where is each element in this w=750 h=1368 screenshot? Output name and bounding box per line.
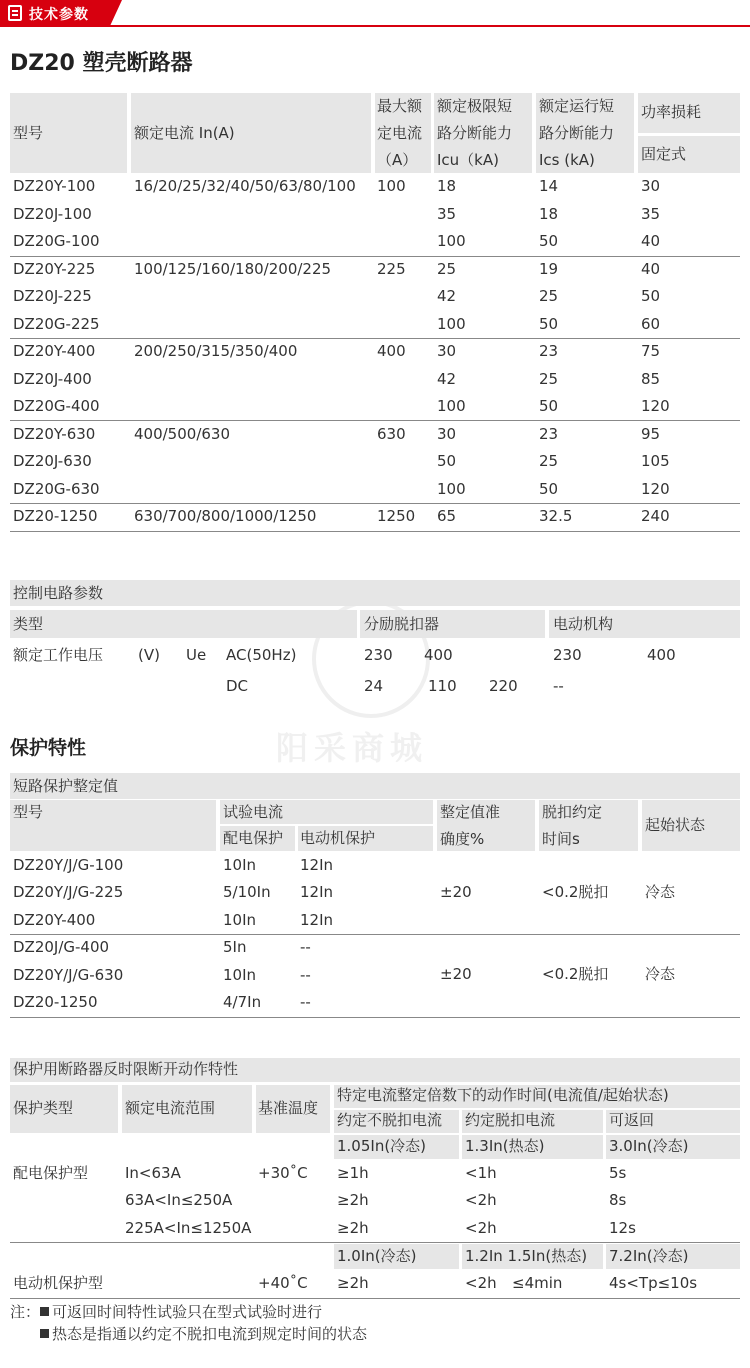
table-cell: 75 bbox=[641, 342, 661, 360]
table-cell: 630 bbox=[377, 424, 406, 443]
header-cell bbox=[10, 610, 357, 638]
cell: 4s<Tp≤10s bbox=[609, 1274, 698, 1292]
table-cell: 30 bbox=[437, 342, 457, 360]
cond-cell: 7.2In(冷态) bbox=[609, 1247, 689, 1265]
table-cell: 630/700/800/1000/1250 bbox=[134, 507, 317, 525]
table-cell: 25 bbox=[539, 452, 559, 470]
table-cell: 5In bbox=[223, 938, 247, 957]
tag-underline bbox=[0, 25, 750, 27]
col-state: 起始状态 bbox=[645, 816, 706, 834]
table-cell: 100 bbox=[437, 397, 466, 415]
table-cell: 42 bbox=[437, 369, 457, 388]
row-divider bbox=[10, 256, 740, 257]
table-cell: 4/7In bbox=[223, 993, 262, 1011]
voltage-label: 额定工作电压 bbox=[13, 646, 104, 664]
table-cell: 1250 bbox=[377, 507, 416, 525]
col-notrip: 约定不脱扣电流 bbox=[337, 1111, 443, 1129]
col-range: 额定电流范围 bbox=[125, 1099, 216, 1117]
col-accuracy: 整定值准 bbox=[440, 803, 501, 821]
table-cell: 120 bbox=[641, 397, 670, 415]
section-title: 保护特性 bbox=[10, 737, 87, 759]
col-ics: Ics (kA) bbox=[539, 151, 595, 169]
col-icu: Icu（kA) bbox=[437, 151, 499, 169]
table-cell: 14 bbox=[539, 177, 559, 195]
col-ptype: 保护类型 bbox=[13, 1099, 74, 1117]
table-cell: 100/125/160/180/200/225 bbox=[134, 259, 332, 278]
col-return: 可返回 bbox=[609, 1111, 655, 1129]
cell: ≥2h bbox=[337, 1274, 369, 1292]
table-cell: 60 bbox=[641, 314, 661, 333]
col-max: （A） bbox=[377, 151, 418, 169]
cell: -- bbox=[553, 677, 564, 695]
cell: 24 bbox=[364, 677, 384, 695]
table-cell: 100 bbox=[437, 314, 466, 333]
col-trip: 约定脱扣电流 bbox=[465, 1111, 556, 1129]
table-cell: 50 bbox=[539, 314, 559, 333]
note-text: 热态是指通以约定不脱扣电流到规定时间的状态 bbox=[52, 1325, 368, 1343]
table-title: 短路保护整定值 bbox=[13, 777, 119, 795]
note-line bbox=[40, 1322, 367, 1346]
table-cell: 40 bbox=[641, 232, 661, 250]
table-cell: 12In bbox=[300, 910, 334, 929]
table-cell: 12In bbox=[300, 856, 334, 874]
motor-temp: +40˚C bbox=[258, 1274, 308, 1292]
cond-cell: 1.3In(热态) bbox=[465, 1137, 545, 1155]
col-test: 试验电流 bbox=[223, 803, 284, 821]
table-cell: 40 bbox=[641, 259, 661, 278]
col-trip: 时间s bbox=[542, 830, 580, 848]
model-cell: DZ20Y/J/G-225 bbox=[13, 883, 124, 902]
col-dist: 配电保护 bbox=[223, 829, 284, 847]
cond-cell: 1.05In(冷态) bbox=[337, 1137, 427, 1155]
col-current: 额定电流 In(A) bbox=[134, 124, 235, 142]
table-cell: 225 bbox=[377, 259, 406, 278]
voltage-unit: (V) bbox=[138, 646, 160, 664]
section-tag-label: 技术参数 bbox=[29, 7, 89, 23]
table-cell: 85 bbox=[641, 369, 661, 388]
table-cell: 8s bbox=[609, 1191, 627, 1210]
table-cell: <2h bbox=[465, 1218, 497, 1237]
note-line bbox=[10, 1300, 322, 1324]
col-ics: 路分断能力 bbox=[539, 124, 615, 142]
table-cell: 5s bbox=[609, 1164, 627, 1182]
table-cell: <2h bbox=[465, 1191, 497, 1210]
accuracy-value: ±20 bbox=[440, 883, 472, 901]
model-cell: DZ20G-100 bbox=[13, 232, 100, 250]
model-cell: DZ20-1250 bbox=[13, 507, 98, 525]
col-ics: 额定运行短 bbox=[539, 97, 615, 115]
table-cell: 10In bbox=[223, 965, 257, 984]
col-loss: 功率损耗 bbox=[641, 103, 702, 121]
motor-type: 电动机保护型 bbox=[13, 1274, 104, 1292]
model-cell: DZ20Y-225 bbox=[13, 259, 96, 278]
table-cell: 400/500/630 bbox=[134, 424, 230, 443]
table-cell: 225A<In≤1250A bbox=[125, 1218, 252, 1237]
model-cell: DZ20J-100 bbox=[13, 204, 92, 223]
cell: 220 bbox=[489, 677, 518, 695]
cell: 400 bbox=[424, 646, 453, 664]
row-divider bbox=[10, 503, 740, 504]
table-cell: 35 bbox=[641, 204, 661, 223]
model-cell: DZ20J-630 bbox=[13, 452, 92, 470]
col-action: 特定电流整定倍数下的动作时间(电流值/起始状态) bbox=[337, 1086, 669, 1104]
table-cell: 5/10In bbox=[223, 883, 271, 902]
row-divider bbox=[10, 1017, 740, 1018]
table-cell: 200/250/315/350/400 bbox=[134, 342, 298, 360]
cell: ≤4min bbox=[512, 1274, 563, 1292]
col-model: 型号 bbox=[13, 803, 44, 821]
model-cell: DZ20J-400 bbox=[13, 369, 92, 388]
table-cell: 100 bbox=[377, 177, 406, 195]
model-cell: DZ20G-630 bbox=[13, 479, 100, 498]
table-cell: 18 bbox=[437, 177, 457, 195]
table-cell: -- bbox=[300, 965, 311, 984]
table-cell: 23 bbox=[539, 342, 559, 360]
state-value: 冷态 bbox=[645, 883, 676, 901]
cell: 110 bbox=[428, 677, 457, 695]
row-divider bbox=[10, 338, 740, 339]
accuracy-value: ±20 bbox=[440, 965, 472, 983]
model-cell: DZ20G-400 bbox=[13, 397, 100, 415]
table-cell: 120 bbox=[641, 479, 670, 498]
row-divider bbox=[10, 934, 740, 935]
table-cell: ≥2h bbox=[337, 1191, 369, 1210]
col-shunt: 分励脱扣器 bbox=[364, 615, 440, 633]
table-cell: 30 bbox=[437, 424, 457, 443]
table-cell: 50 bbox=[539, 479, 559, 498]
col-accuracy: 确度% bbox=[440, 830, 485, 848]
table-cell: 50 bbox=[437, 452, 457, 470]
table-cell: 100 bbox=[437, 232, 466, 250]
col-model: 型号 bbox=[13, 124, 44, 142]
table-cell: 23 bbox=[539, 424, 559, 443]
table-cell: 12In bbox=[300, 883, 334, 902]
table-cell: 25 bbox=[539, 369, 559, 388]
table-cell: 25 bbox=[437, 259, 457, 278]
table-cell: 100 bbox=[437, 479, 466, 498]
model-cell: DZ20Y/J/G-100 bbox=[13, 856, 124, 874]
watermark-text: 阳采商城 bbox=[276, 729, 429, 767]
table-cell: 19 bbox=[539, 259, 559, 278]
col-type: 类型 bbox=[13, 615, 44, 633]
table-cell: 18 bbox=[539, 204, 559, 223]
page-title: DZ20 塑壳断路器 bbox=[10, 51, 193, 76]
trip-value: <0.2脱扣 bbox=[542, 965, 609, 983]
table-cell: -- bbox=[300, 938, 311, 957]
cell: <2h bbox=[465, 1274, 497, 1292]
dist-type: 配电保护型 bbox=[13, 1164, 89, 1182]
cond-cell: 3.0In(冷态) bbox=[609, 1137, 689, 1155]
cond-cell: 1.2In 1.5In(热态) bbox=[465, 1247, 588, 1265]
table-cell: In<63A bbox=[125, 1164, 181, 1182]
table-cell: ≥1h bbox=[337, 1164, 369, 1182]
table-cell: 400 bbox=[377, 342, 406, 360]
col-max: 最大额 bbox=[377, 97, 423, 115]
table-title: 控制电路参数 bbox=[13, 584, 104, 602]
table-cell: -- bbox=[300, 993, 311, 1011]
note-text: 可返回时间特性试验只在型式试验时进行 bbox=[52, 1303, 323, 1321]
table-cell: 12s bbox=[609, 1218, 636, 1237]
table-cell: 25 bbox=[539, 287, 559, 305]
model-cell: DZ20Y-100 bbox=[13, 177, 96, 195]
table-cell: ≥2h bbox=[337, 1218, 369, 1237]
table-cell: 10In bbox=[223, 910, 257, 929]
table-cell: 42 bbox=[437, 287, 457, 305]
header-cell bbox=[10, 580, 740, 606]
dist-temp: +30˚C bbox=[258, 1164, 308, 1182]
table-cell: 50 bbox=[539, 397, 559, 415]
table-cell: 50 bbox=[641, 287, 661, 305]
col-trip: 脱扣约定 bbox=[542, 803, 603, 821]
voltage-ac: AC(50Hz) bbox=[226, 646, 297, 664]
section-tag bbox=[0, 0, 110, 26]
table-cell: 65 bbox=[437, 507, 457, 525]
table-cell: 32.5 bbox=[539, 507, 573, 525]
model-cell: DZ20Y-400 bbox=[13, 342, 96, 360]
row-divider bbox=[10, 1298, 740, 1299]
col-fixed: 固定式 bbox=[641, 145, 687, 163]
table-cell: 30 bbox=[641, 177, 661, 195]
model-cell: DZ20Y/J/G-630 bbox=[13, 965, 124, 984]
voltage-dc: DC bbox=[226, 677, 249, 695]
cond-cell: 1.0In(冷态) bbox=[337, 1247, 417, 1265]
trip-value: <0.2脱扣 bbox=[542, 883, 609, 901]
table-cell: 63A<In≤250A bbox=[125, 1191, 233, 1210]
col-motor: 电动机构 bbox=[553, 615, 614, 633]
col-temp: 基准温度 bbox=[258, 1099, 319, 1117]
cell: 230 bbox=[364, 646, 393, 664]
table-cell: 240 bbox=[641, 507, 670, 525]
table-cell: 35 bbox=[437, 204, 457, 223]
table-cell: 105 bbox=[641, 452, 670, 470]
model-cell: DZ20G-225 bbox=[13, 314, 100, 333]
row-divider bbox=[10, 531, 740, 532]
model-cell: DZ20J-225 bbox=[13, 287, 92, 305]
table-cell: <1h bbox=[465, 1164, 497, 1182]
table-title: 保护用断路器反时限断开动作特性 bbox=[13, 1060, 239, 1078]
document-icon bbox=[8, 5, 22, 21]
row-divider bbox=[10, 420, 740, 421]
note-prefix: 注： bbox=[10, 1303, 41, 1321]
model-cell: DZ20Y-400 bbox=[13, 910, 96, 929]
model-cell: DZ20Y-630 bbox=[13, 424, 96, 443]
col-motor: 电动机保护 bbox=[300, 829, 376, 847]
state-value: 冷态 bbox=[645, 965, 676, 983]
table-cell: 95 bbox=[641, 424, 661, 443]
voltage-ue: Ue bbox=[186, 646, 207, 664]
model-cell: DZ20J/G-400 bbox=[13, 938, 110, 957]
table-cell: 10In bbox=[223, 856, 257, 874]
model-cell: DZ20-1250 bbox=[13, 993, 98, 1011]
bullet-icon bbox=[40, 1307, 49, 1316]
col-max: 定电流 bbox=[377, 124, 423, 142]
col-icu: 额定极限短 bbox=[437, 97, 513, 115]
col-icu: 路分断能力 bbox=[437, 124, 513, 142]
table-cell: 16/20/25/32/40/50/63/80/100 bbox=[134, 177, 356, 195]
table-cell: 50 bbox=[539, 232, 559, 250]
cell: 230 bbox=[553, 646, 582, 664]
header-cell bbox=[10, 773, 740, 799]
bullet-icon bbox=[40, 1329, 49, 1338]
cell: 400 bbox=[647, 646, 676, 664]
